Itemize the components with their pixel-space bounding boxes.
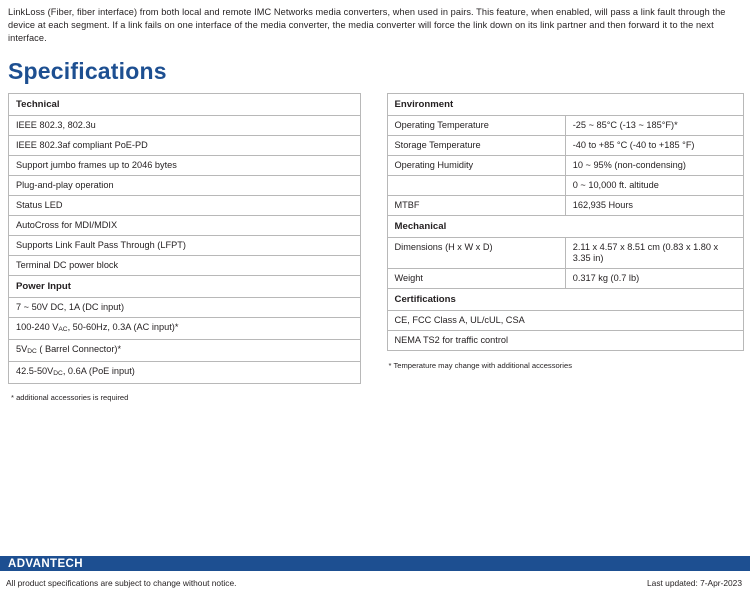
spec-cell-barrel: 5VDC ( Barrel Connector)* [9, 339, 361, 361]
spec-cell: Plug-and-play operation [9, 175, 361, 195]
spec-key: Operating Humidity [387, 155, 565, 175]
table-row [9, 215, 361, 235]
spec-key: Weight [387, 268, 565, 288]
footer-bar [0, 556, 750, 571]
table-row [387, 195, 743, 215]
group-header-environment: Environment [387, 93, 743, 115]
intro-paragraph: LinkLoss (Fiber, fiber interface) from both local and remote IMC Networks media converters, when used in pairs. This feature, when enabled, will pass a link fault through the device at each segment. If a link fails on one interface of the media converter, the media converter will force the link down on its link partner and then forward it to the next interface. [8, 7, 726, 44]
right-table-note: * Temperature may change with additional accessories [388, 360, 572, 370]
spec-key: Storage Temperature [387, 135, 565, 155]
spec-value: -25 ~ 85°C (-13 ~ 185°F)* [565, 115, 743, 135]
spec-cell: Support jumbo frames up to 2046 bytes [9, 155, 361, 175]
table-row [9, 235, 361, 255]
table-row [387, 135, 743, 155]
group-header-power-input: Power Input [9, 275, 361, 297]
table-row [9, 339, 361, 361]
spec-key: Dimensions (H x W x D) [387, 237, 565, 268]
technical-power-table [8, 93, 361, 385]
spec-value: 10 ~ 95% (non-condensing) [565, 155, 743, 175]
spec-cell: NEMA TS2 for traffic control [387, 330, 743, 350]
spec-value: 162,935 Hours [565, 195, 743, 215]
right-column [387, 93, 744, 403]
document-page [0, 6, 750, 597]
table-row [387, 330, 743, 350]
table-row [9, 297, 361, 317]
spec-key: MTBF [387, 195, 565, 215]
table-row [387, 288, 743, 310]
spec-key: Operating Temperature [387, 115, 565, 135]
left-table-note: * additional accessories is required [11, 393, 129, 403]
table-row [9, 361, 361, 383]
table-row [9, 255, 361, 275]
spec-cell: Status LED [9, 195, 361, 215]
table-row [387, 215, 743, 237]
spec-cell: 7 ~ 50V DC, 1A (DC input) [9, 297, 361, 317]
footer-last-updated: Last updated: 7-Apr-2023 [647, 578, 742, 588]
spec-value: -40 to +85 °C (-40 to +185 °F) [565, 135, 743, 155]
table-row [9, 155, 361, 175]
footer-disclaimer: All product specifications are subject to change without notice. [6, 578, 237, 588]
spec-cell-poe-input: 42.5-50VDC, 0.6A (PoE input) [9, 361, 361, 383]
table-row [9, 93, 361, 115]
spec-cell: Supports Link Fault Pass Through (LFPT) [9, 235, 361, 255]
brand-logo [6, 556, 98, 571]
spec-value: 0.317 kg (0.7 lb) [565, 268, 743, 288]
spec-cell: CE, FCC Class A, UL/cUL, CSA [387, 310, 743, 330]
spec-cell: Terminal DC power block [9, 255, 361, 275]
group-header-technical: Technical [9, 93, 361, 115]
table-row [387, 175, 743, 195]
spec-cell-ac-input: 100-240 VAC, 50-60Hz, 0.3A (AC input)* [9, 317, 361, 339]
left-column [8, 93, 361, 403]
table-row [9, 275, 361, 297]
page-title: Specifications [8, 57, 167, 84]
brand-logo-text: ADVANTECH [8, 557, 83, 570]
table-row [9, 175, 361, 195]
environment-mechanical-table [387, 93, 744, 351]
table-row [387, 237, 743, 268]
spec-key [387, 175, 565, 195]
table-row [9, 115, 361, 135]
table-row [9, 135, 361, 155]
table-row [387, 310, 743, 330]
table-row [387, 268, 743, 288]
table-row [9, 317, 361, 339]
spec-value: 2.11 x 4.57 x 8.51 cm (0.83 x 1.80 x 3.35 in) [565, 237, 743, 268]
spec-cell: IEEE 802.3af compliant PoE-PD [9, 135, 361, 155]
table-row [387, 93, 743, 115]
table-row [387, 155, 743, 175]
spec-value: 0 ~ 10,000 ft. altitude [565, 175, 743, 195]
group-header-mechanical: Mechanical [387, 215, 743, 237]
spec-cell: IEEE 802.3, 802.3u [9, 115, 361, 135]
specs-columns [8, 93, 744, 403]
table-row [387, 115, 743, 135]
table-row [9, 195, 361, 215]
group-header-certifications: Certifications [387, 288, 743, 310]
spec-cell: AutoCross for MDI/MDIX [9, 215, 361, 235]
